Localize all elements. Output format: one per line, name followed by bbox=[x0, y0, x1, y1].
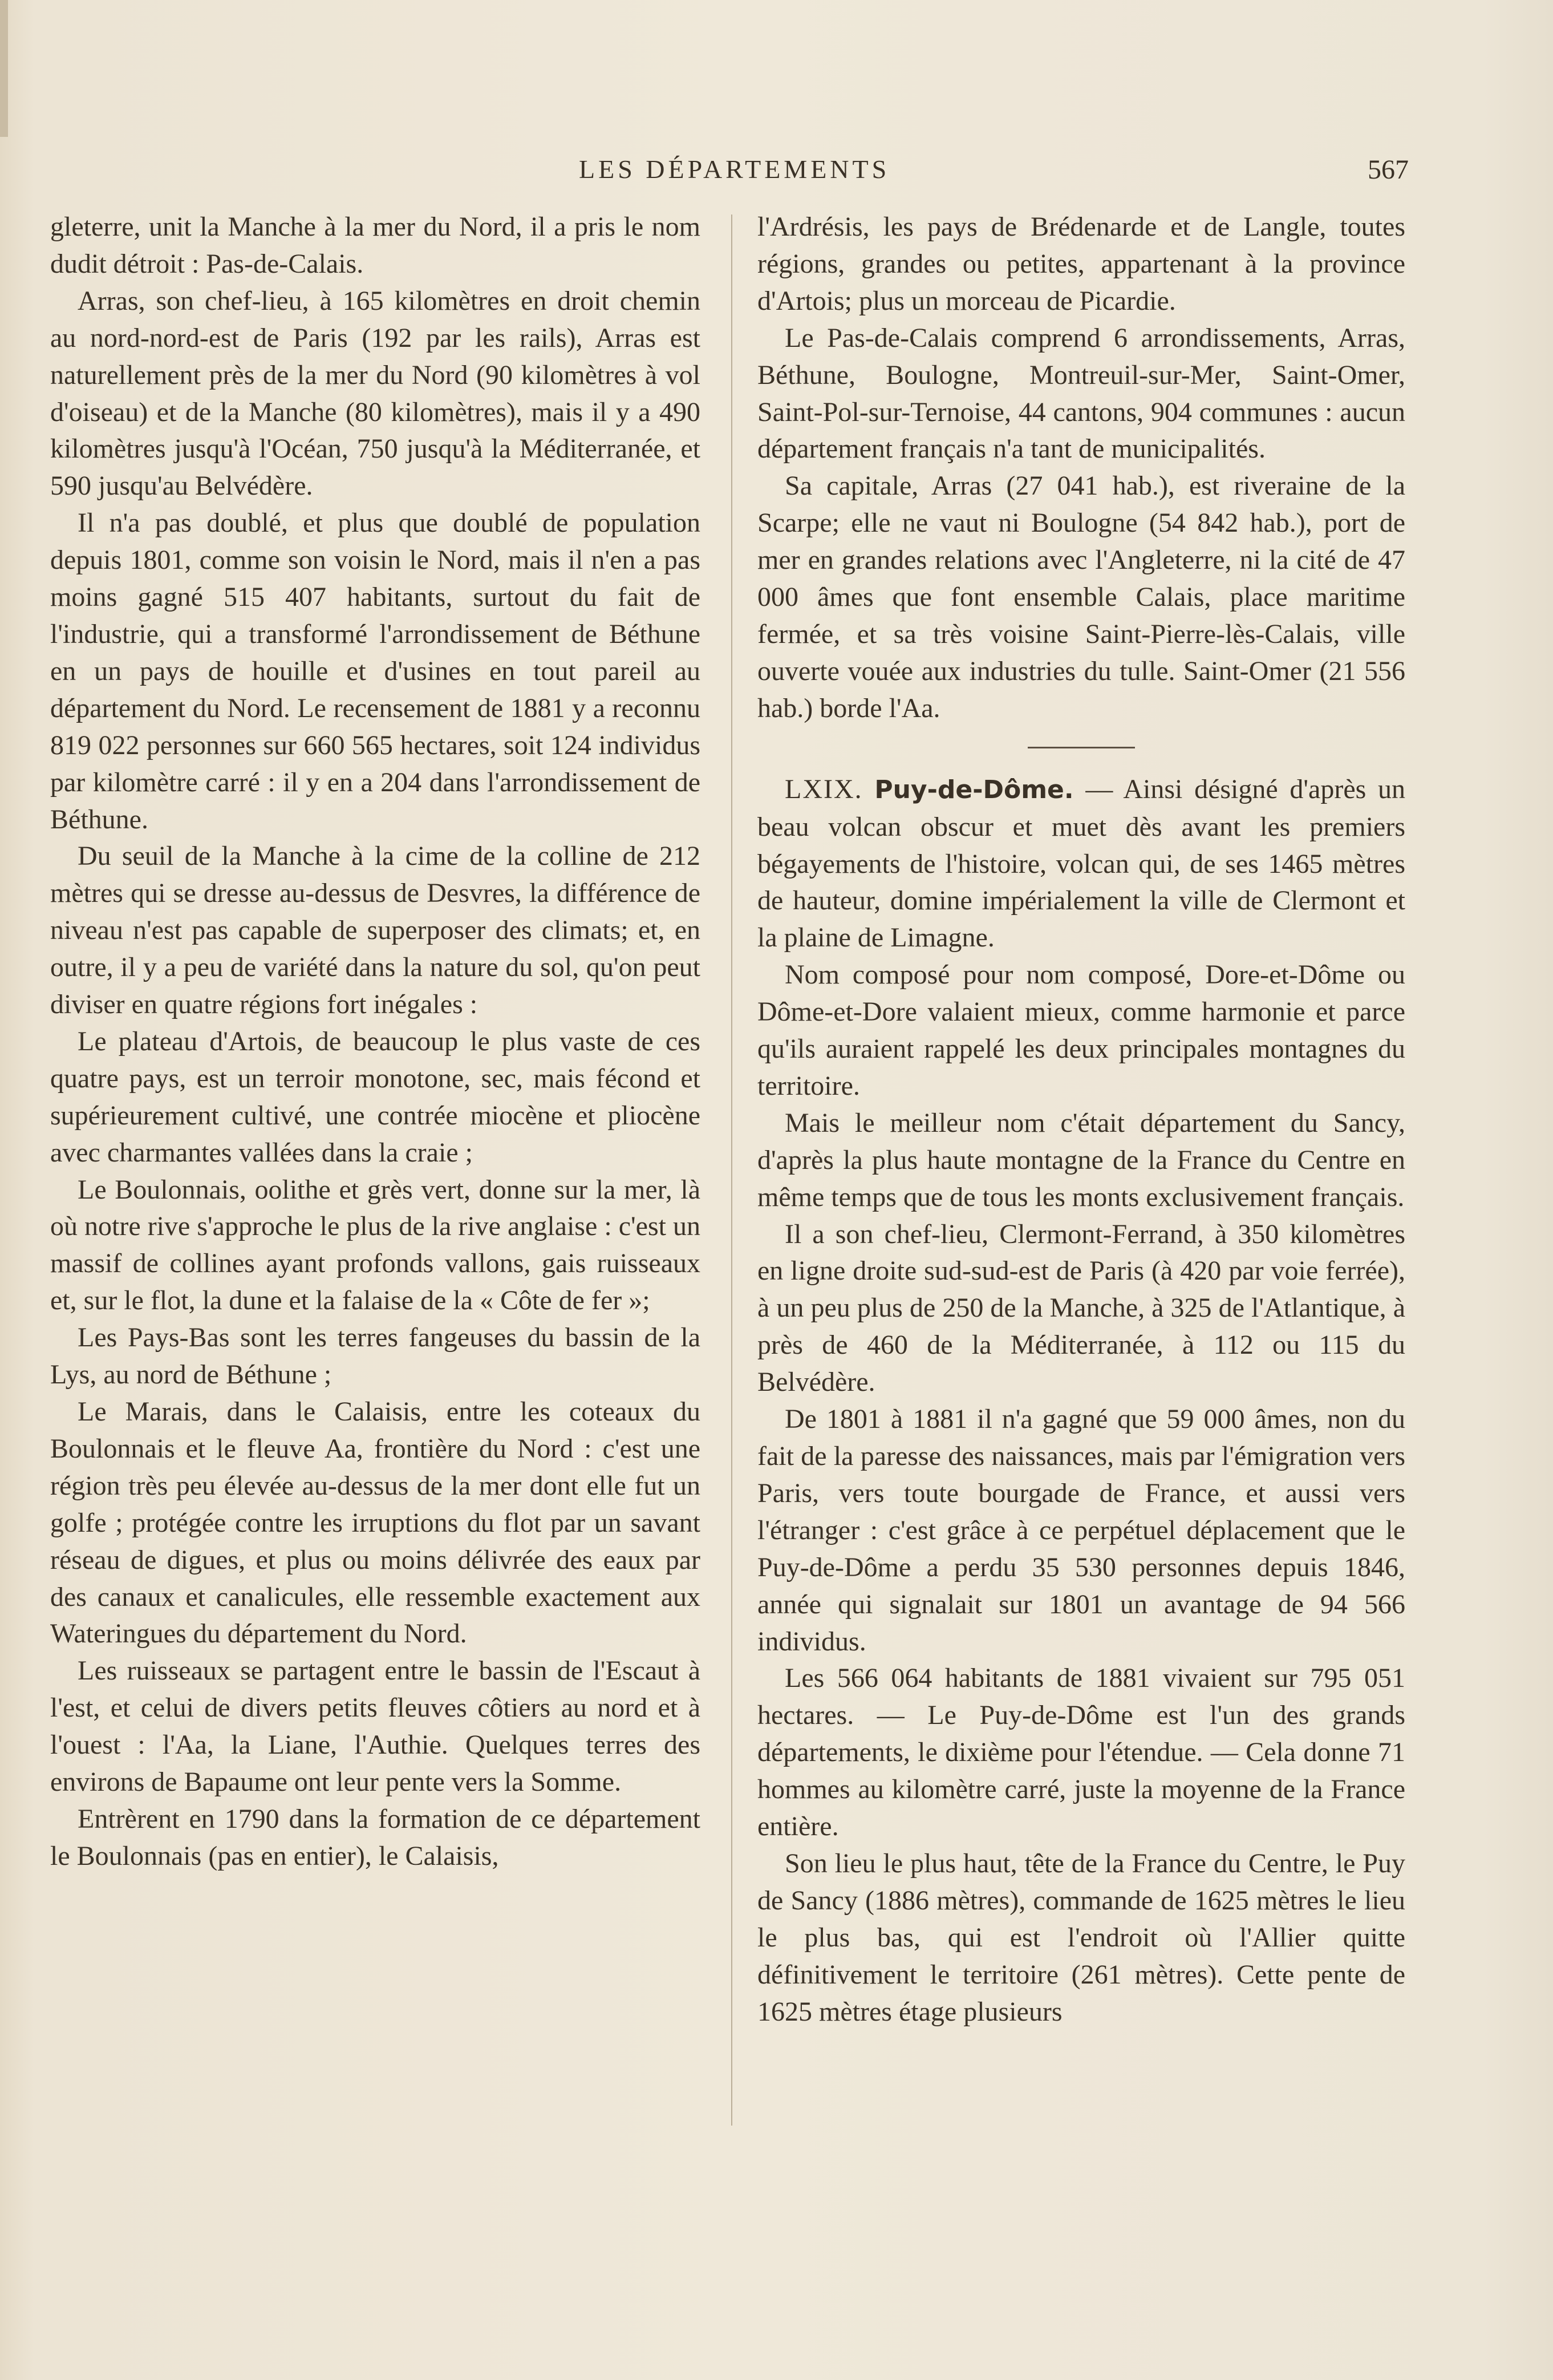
paragraph: Sa capitale, Arras (27 041 hab.), est riveraine de la Scarpe; elle ne vaut ni Boulogne (54 842 hab.), port de mer en grandes relations avec l'Angleterre, ni la cité de 47 000 âmes que font ensemble Calais, place maritime fermée, et sa très voisine Saint-Pierre-lès-Calais, ville ouverte vouée aux industries du tulle. Saint-Omer (21 556 hab.) borde l'Aa. bbox=[757, 471, 1405, 723]
paragraph: Le Pas-de-Calais comprend 6 arrondissements, Arras, Béthune, Boulogne, Montreuil-sur-Mer, Saint-Omer, Saint-Pol-sur-Ternoise, 44 cantons, 904 communes : aucun département français n'a tant de municipalités. bbox=[757, 322, 1405, 464]
running-header bbox=[579, 154, 1409, 188]
section-intro-text: — Ainsi désigné d'après un beau volcan obscur et muet dès avant les premiers bégayements de l'histoire, volcan qui, de ses 1465 mètres de hauteur, domine impérialement la ville de Clermont et la plaine de Limagne. bbox=[757, 774, 1406, 953]
left-column bbox=[50, 209, 700, 1875]
page-number: 567 bbox=[1368, 155, 1409, 185]
paragraph: gleterre, unit la Manche à la mer du Nord, il a pris le nom dudit détroit : Pas-de-Calais. bbox=[50, 212, 700, 279]
paragraph: Entrèrent en 1790 dans la formation de ce département le Boulonnais (pas en entier), le Calaisis, bbox=[50, 1803, 700, 1871]
paragraph: Il a son chef-lieu, Clermont-Ferrand, à 350 kilomètres en ligne droite sud-sud-est de Paris (à 420 par voie ferrée), à un peu plus de 250 de la Manche, à 325 de l'Atlantique, à près de 460 de la Méditerranée, à 112 ou 115 du Belvédère. bbox=[757, 1219, 1405, 1398]
section-separator bbox=[1028, 747, 1135, 748]
paragraph: Les ruisseaux se partagent entre le bassin de l'Escaut à l'est, et celui de divers petits fleuves côtiers au nord et à l'ouest : l'Aa, la Liane, l'Authie. Quelques terres des environs de Bapaume ont leur pente vers la Somme. bbox=[50, 1656, 700, 1798]
paragraph: Le plateau d'Artois, de beaucoup le plus vaste de ces quatre pays, est un terroir monotone, sec, mais fécond et supérieurement cultivé, une contrée miocène et pliocène avec charmantes vallées dans la craie ; bbox=[50, 1026, 700, 1168]
section-title: Puy-de-Dôme. bbox=[874, 775, 1074, 804]
binding-edge bbox=[0, 0, 8, 137]
paragraph: Il n'a pas doublé, et plus que doublé de population depuis 1801, comme son voisin le Nord, mais il n'en a pas moins gagné 515 407 habitants, surtout du fait de l'industrie, qui a transformé l'arrondissement de Béthune en un pays de houille et d'usines en tout pareil au département du Nord. Le recensement de 1881 y a reconnu 819 022 personnes sur 660 565 hectares, soit 124 individus par kilomètre carré : il y en a 204 dans l'arrondissement de Béthune. bbox=[50, 508, 700, 835]
column-divider bbox=[731, 214, 732, 2126]
paragraph: De 1801 à 1881 il n'a gagné que 59 000 âmes, non du fait de la paresse des naissances, mais par l'émigration vers Paris, vers toute bourgade de France, et aussi vers l'étranger : c'est grâce à ce perpétuel déplacement que le Puy-de-Dôme a perdu 35 530 personnes depuis 1846, année qui signalait sur 1801 un avantage de 94 566 individus. bbox=[757, 1404, 1405, 1657]
paragraph: Du seuil de la Manche à la cime de la colline de 212 mètres qui se dresse au-dessus de Desvres, la différence de niveau n'est pas capable de superposer des climats; et, en outre, il y a peu de variété dans la nature du sol, qu'on peut diviser en quatre régions fort inégales : bbox=[50, 841, 700, 1020]
paragraph: Le Marais, dans le Calaisis, entre les coteaux du Boulonnais et le fleuve Aa, frontière du Nord : c'est une région très peu élevée au-dessus de la mer dont elle fut un golfe ; protégée contre les irruptions du flot par un savant réseau de digues, et plus ou moins délivrée des eaux par des canaux et canalicules, elle ressemble exactement aux Wateringues du département du Nord. bbox=[50, 1397, 700, 1649]
section-number: LXIX. bbox=[785, 774, 863, 804]
header-title: LES DÉPARTEMENTS bbox=[579, 155, 890, 184]
paragraph: Mais le meilleur nom c'était département du Sancy, d'après la plus haute montagne de la France du Centre en même temps que de tous les monts exclusivement français. bbox=[757, 1107, 1405, 1212]
paragraph: Nom composé pour nom composé, Dore-et-Dôme ou Dôme-et-Dore valaient mieux, comme harmonie et parce qu'ils auraient rappelé les deux principales montagnes du territoire. bbox=[757, 960, 1405, 1101]
paragraph: Arras, son chef-lieu, à 165 kilomètres en droit chemin au nord-nord-est de Paris (192 par les rails), Arras est naturellement près de la mer du Nord (90 kilomètres à vol d'oiseau) et de la Manche (80 kilomètres), mais il y a 490 kilomètres jusqu'à l'Océan, 750 jusqu'à la Méditerranée, et 590 jusqu'au Belvédère. bbox=[50, 285, 700, 501]
paragraph: Le Boulonnais, oolithe et grès vert, donne sur la mer, là où notre rive s'approche le plus de la rive anglaise : c'est un massif de collines ayant profonds vallons, gais ruisseaux et, sur le flot, la dune et la falaise de la « Côte de fer »; bbox=[50, 1174, 700, 1316]
paragraph: l'Ardrésis, les pays de Brédenarde et de Langle, toutes régions, grandes ou petites, appartenant à la province d'Artois; plus un morceau de Picardie. bbox=[757, 212, 1405, 316]
right-column bbox=[757, 209, 1405, 2031]
paragraph: Les 566 064 habitants de 1881 vivaient sur 795 051 hectares. — Le Puy-de-Dôme est l'un des grands départements, le dixième pour l'étendue. — Cela donne 71 hommes au kilomètre carré, juste la moyenne de la France entière. bbox=[757, 1663, 1405, 1842]
paragraph: Son lieu le plus haut, tête de la France du Centre, le Puy de Sancy (1886 mètres), commande de 1625 mètres le lieu le plus bas, qui est l'endroit où l'Allier quitte définitivement le territoire (261 mètres). Cette pente de 1625 mètres étage plusieurs bbox=[757, 1848, 1405, 2027]
paragraph: Les Pays-Bas sont les terres fangeuses du bassin de la Lys, au nord de Béthune ; bbox=[50, 1322, 700, 1390]
section-heading-paragraph bbox=[757, 771, 1405, 957]
